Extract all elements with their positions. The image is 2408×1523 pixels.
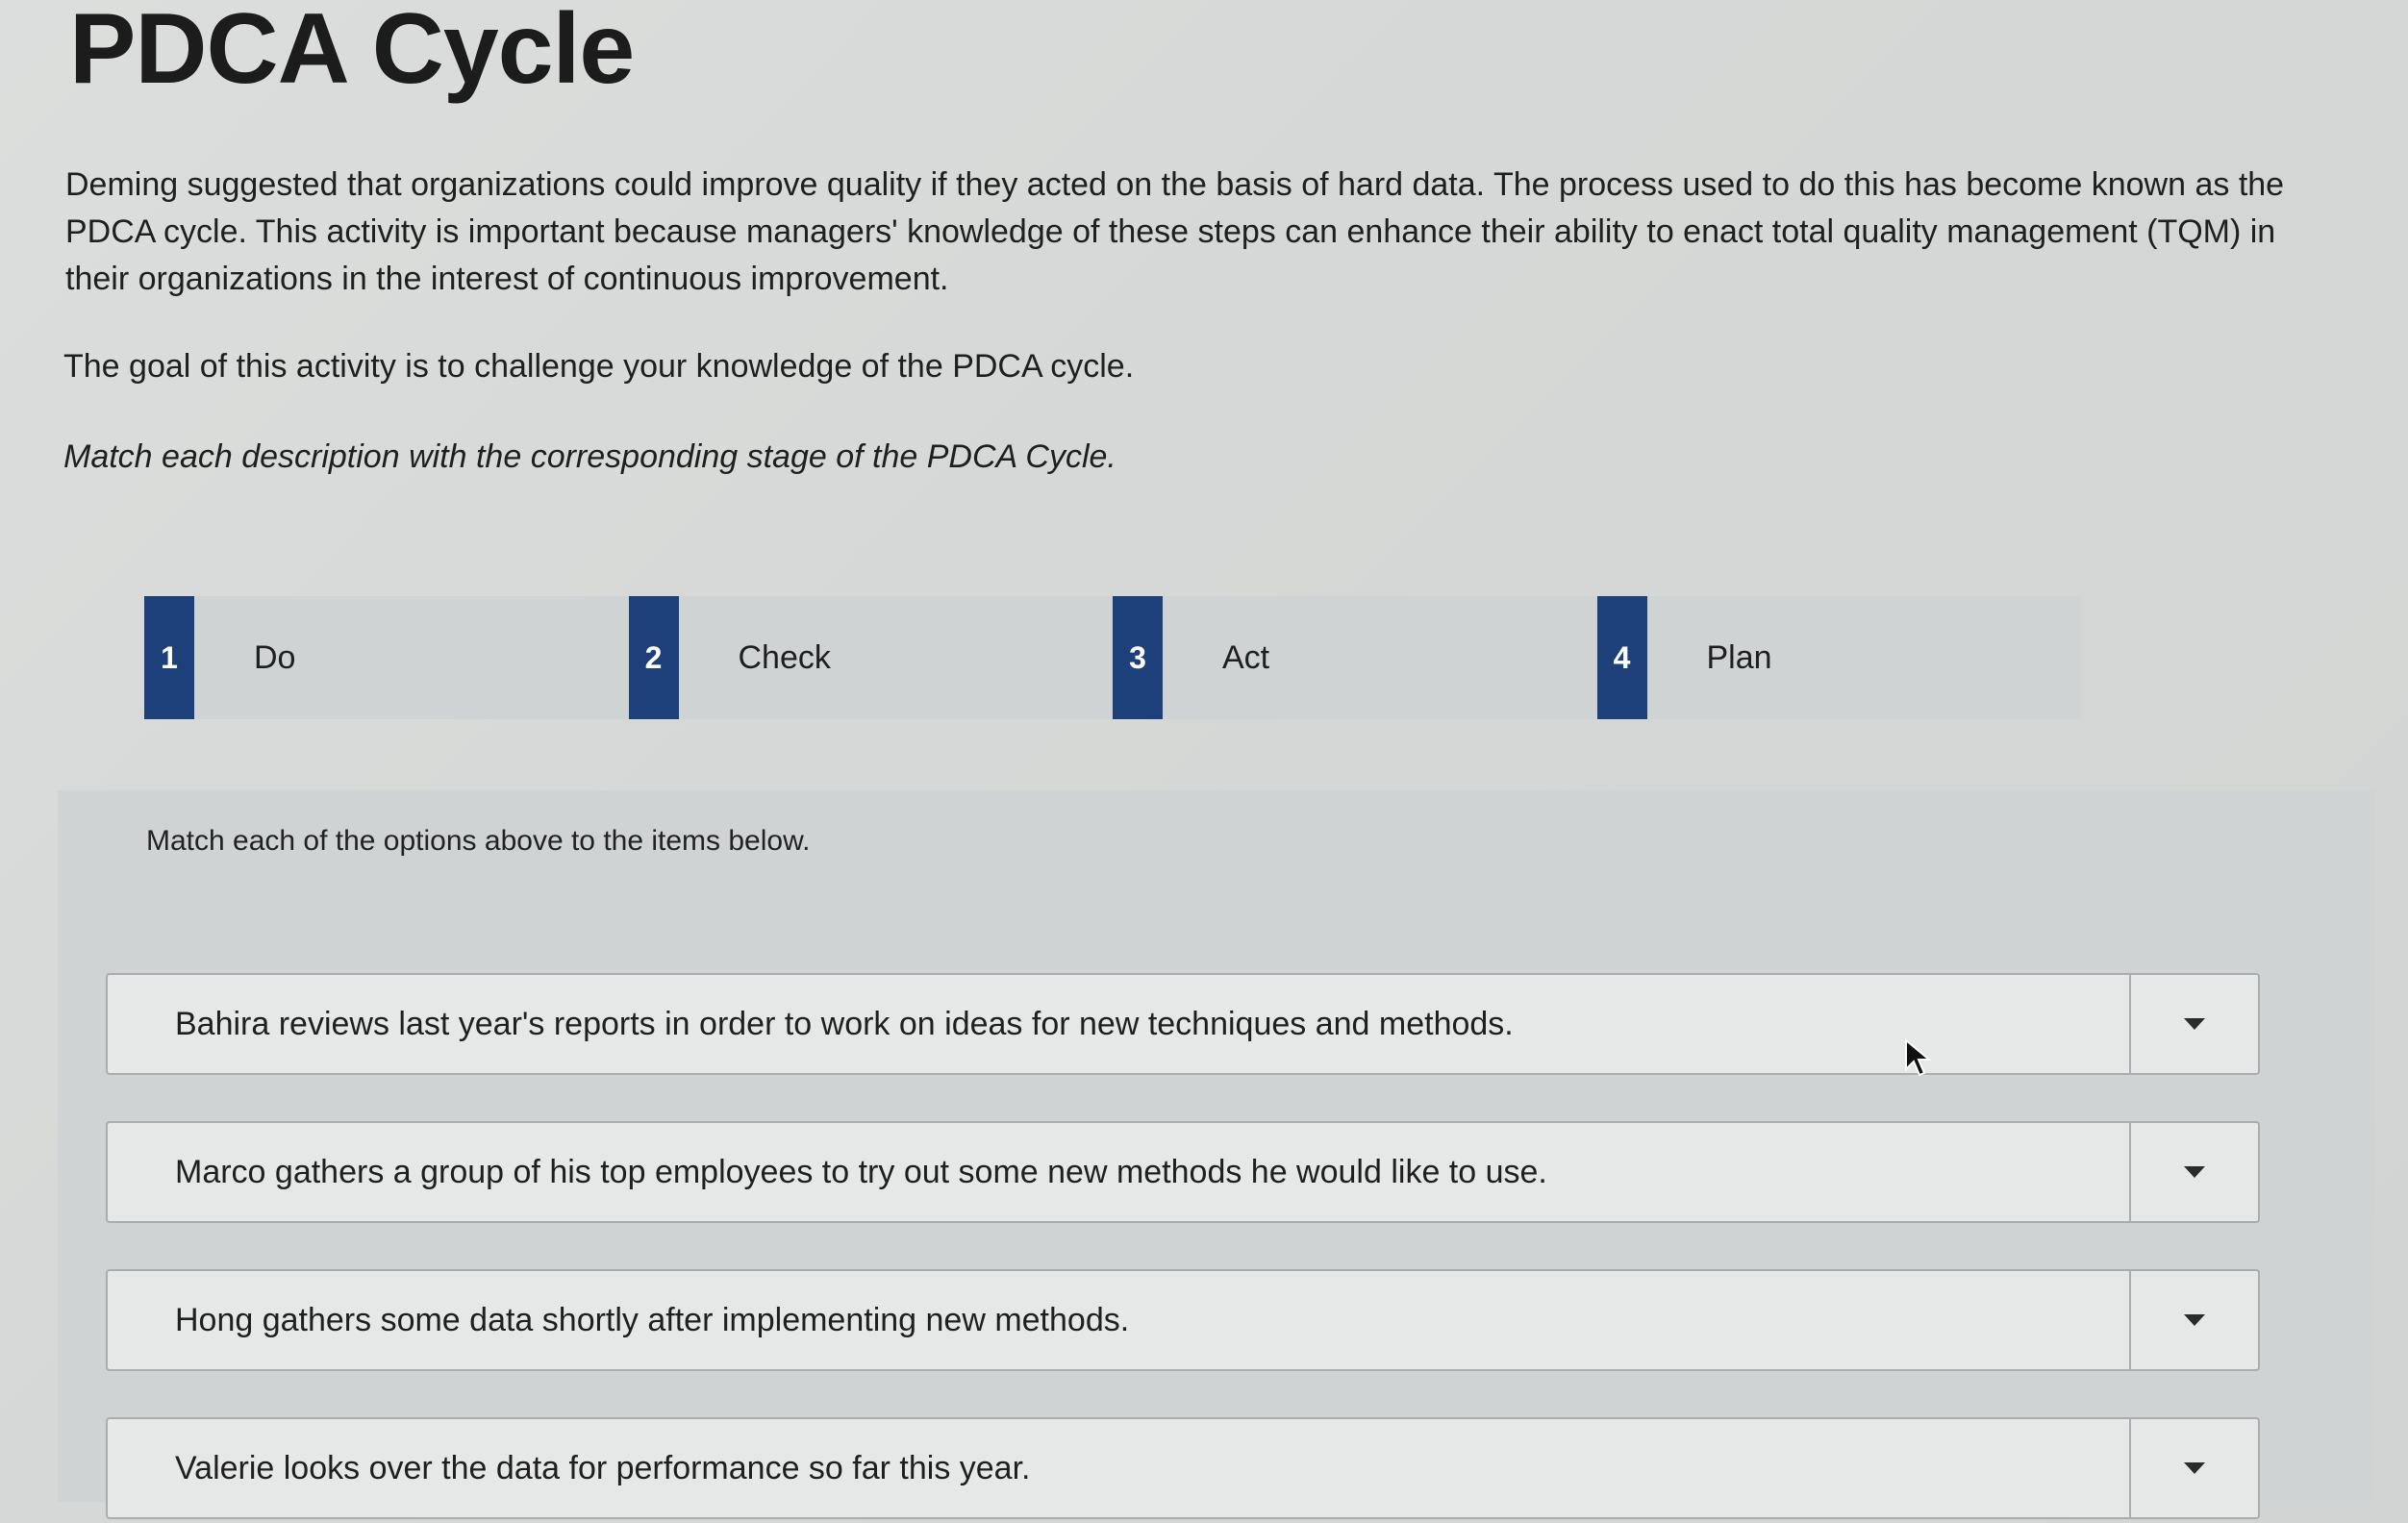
option-label: Check	[738, 638, 831, 676]
match-item-row	[106, 1269, 2260, 1371]
match-item-text: Bahira reviews last year's reports in order to work on ideas for new techniques and methods.	[175, 1005, 1514, 1042]
goal-paragraph: The goal of this activity is to challenge your knowledge of the PDCA cycle.	[63, 348, 1135, 385]
match-hint: Match each of the options above to the items below.	[146, 825, 811, 857]
instruction-text: Match each description with the corresponding stage of the PDCA Cycle.	[63, 438, 1116, 475]
intro-paragraph: Deming suggested that organizations could improve quality if they acted on the basis of hard data. The process used to do this has become known as the PDCA cycle. This activity is important because managers' knowledge of these steps can enhance their ability to enact total quality management (TQM) in their organizations in the interest of continuous improvement.	[65, 166, 2285, 297]
chevron-down-icon	[2184, 1462, 2205, 1474]
option-label: Plan	[1706, 638, 1772, 676]
option-plan[interactable]	[1597, 596, 2082, 719]
option-number-badge: 3	[1113, 596, 1163, 719]
option-number-badge: 2	[629, 596, 679, 719]
options-row	[144, 596, 2081, 719]
match-item-row	[106, 1121, 2260, 1223]
mouse-pointer-icon	[1904, 1038, 1933, 1077]
page-title: PDCA Cycle	[69, 0, 635, 105]
chevron-down-icon	[2184, 1314, 2205, 1326]
chevron-down-icon	[2184, 1018, 2205, 1030]
option-number-badge: 1	[144, 596, 194, 719]
match-dropdown[interactable]	[2129, 1419, 2258, 1517]
option-check[interactable]	[629, 596, 1114, 719]
match-item-text: Hong gathers some data shortly after implementing new methods.	[175, 1301, 1130, 1338]
option-act[interactable]	[1113, 596, 1597, 719]
match-item-row	[106, 1417, 2260, 1519]
match-dropdown[interactable]	[2129, 1123, 2258, 1221]
match-item-row	[106, 973, 2260, 1075]
match-panel	[58, 790, 2375, 1502]
option-do[interactable]	[144, 596, 629, 719]
match-item-text: Marco gathers a group of his top employees to try out some new methods he would like to use.	[175, 1153, 1547, 1190]
option-label: Do	[254, 638, 296, 676]
option-label: Act	[1222, 638, 1270, 676]
match-dropdown[interactable]	[2129, 975, 2258, 1073]
chevron-down-icon	[2184, 1166, 2205, 1178]
option-number-badge: 4	[1597, 596, 1647, 719]
match-item-text: Valerie looks over the data for performance so far this year.	[175, 1449, 1031, 1486]
match-dropdown[interactable]	[2129, 1271, 2258, 1369]
